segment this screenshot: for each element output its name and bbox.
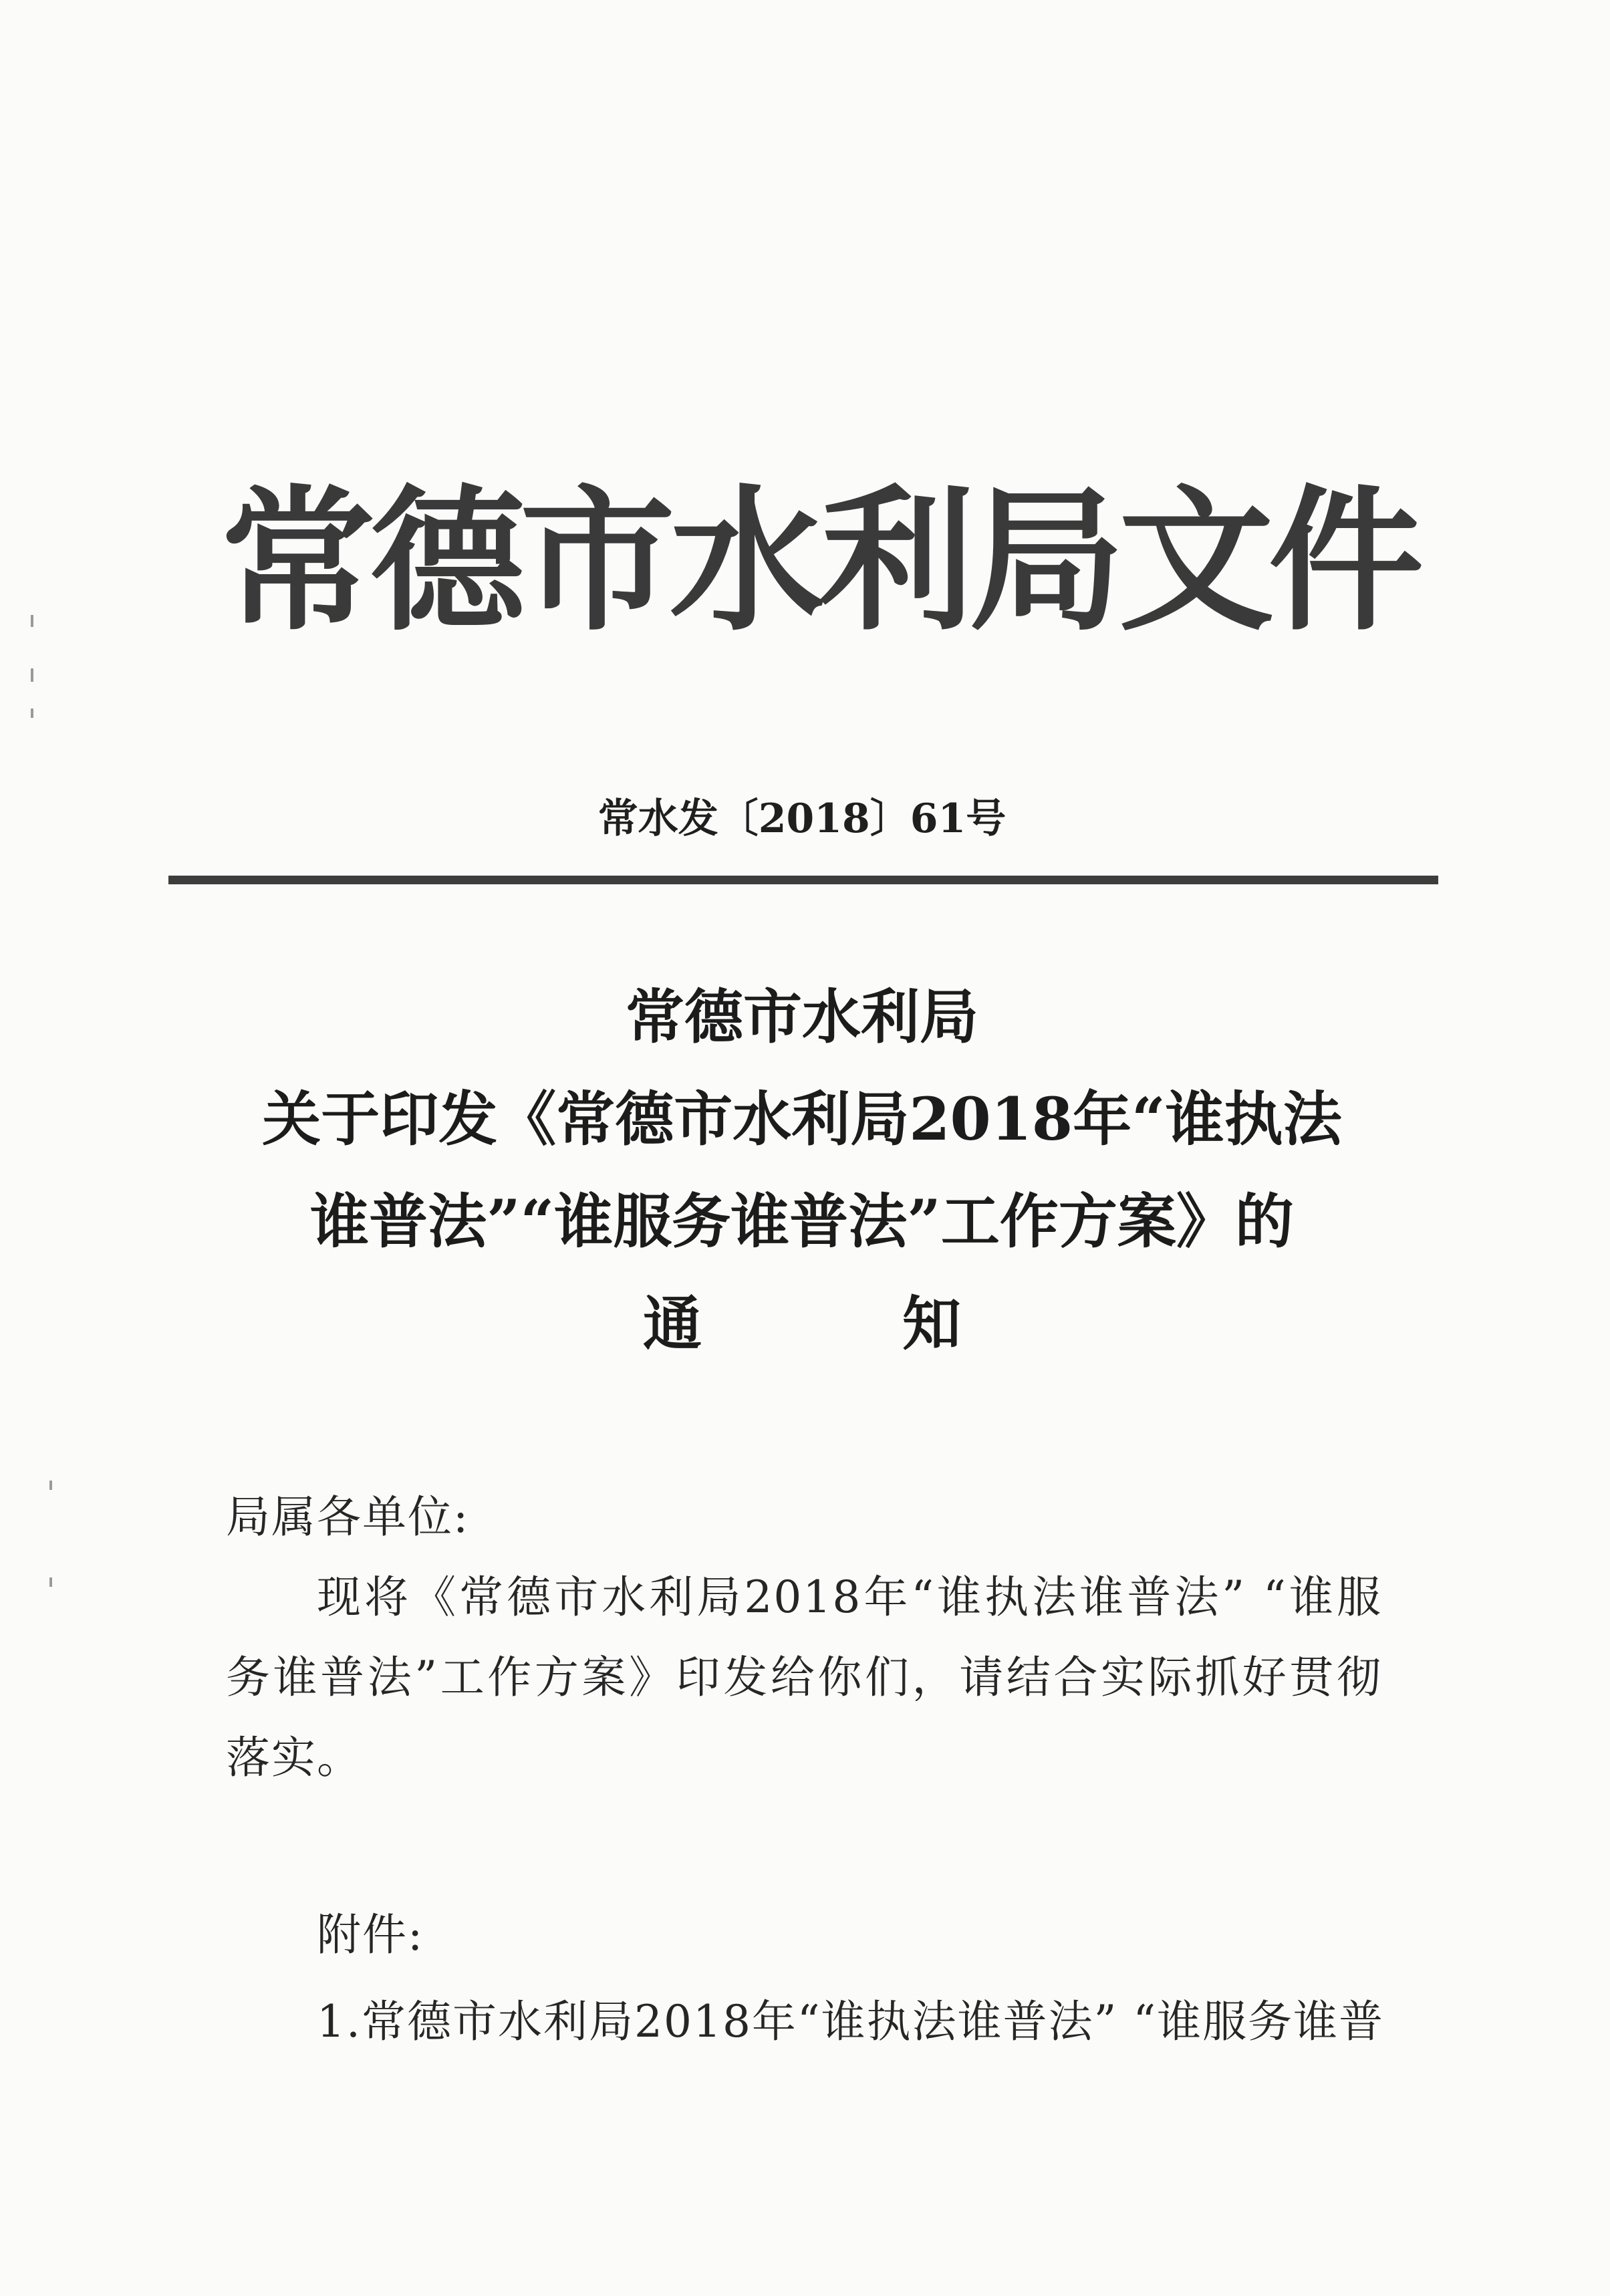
scan-mark — [49, 1577, 52, 1587]
masthead-title: 常德市水利局文件 — [221, 471, 1419, 652]
body-paragraph: 现将《常德市水利局2018年“谁执法谁普法” “谁服务谁普法”工作方案》印发给你们，请结合实际抓好贯彻落实。 — [226, 1571, 1382, 1783]
salutation: 局属各单位: — [226, 1491, 470, 1543]
title-line-4 — [134, 1273, 1470, 1375]
scan-mark — [31, 615, 33, 627]
document-number: 常水发〔2018〕61号 — [597, 795, 1007, 842]
notice-title — [134, 966, 1470, 1375]
attachment-item-1: 1.常德市水利局2018年“谁执法谁普法” “谁服务谁普 — [317, 1996, 1385, 2047]
title-line-4-char-2: 知 — [902, 1289, 962, 1358]
separator-rule — [168, 876, 1438, 884]
attachment-label: 附件: — [317, 1909, 424, 1960]
scan-mark — [31, 668, 33, 682]
title-line-3: 谁普法”“谁服务谁普法”工作方案》的 — [310, 1186, 1294, 1256]
scan-mark — [49, 1481, 52, 1490]
scan-mark — [31, 709, 33, 718]
title-line-1: 常德市水利局 — [625, 982, 978, 1051]
title-line-4-char-1: 通 — [642, 1289, 702, 1358]
title-line-2: 关于印发《常德市水利局2018年“谁执法 — [262, 1084, 1342, 1154]
